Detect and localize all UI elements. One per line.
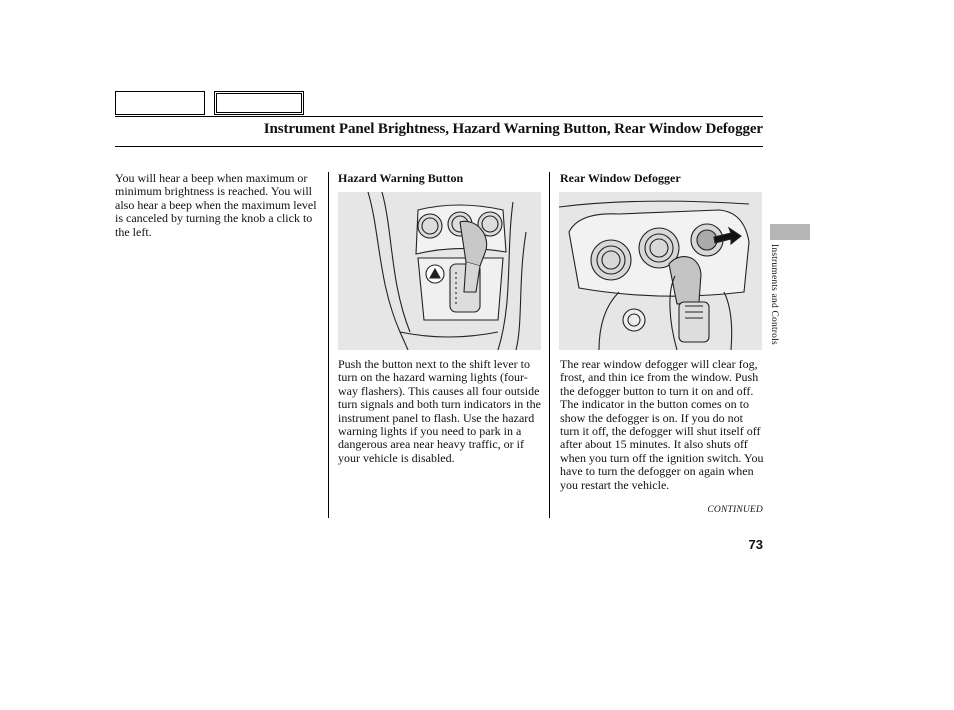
header-rule-top [115,116,763,117]
column-brightness [115,172,320,239]
defogger-body: The rear window defogger will clear fog, frost, and thin ice from the window. Push the defogger button to turn it on and off. The indicator in the button comes on to show the defogger is on. If you do not turn it off, the defogger will shut itself off after about 15 minutes. It also shuts off when you turn off the ignition switch. You have to turn the defogger on again when you restart the vehicle. [560,357,764,492]
page-number: 73 [748,537,763,552]
nav-box-contents[interactable] [115,91,205,115]
continued-label: CONTINUED [707,505,763,515]
hazard-button-illustration [338,192,541,350]
hazard-heading: Hazard Warning Button [338,171,464,185]
defogger-button-illustration [559,192,762,350]
page-title: Instrument Panel Brightness, Hazard Warning Button, Rear Window Defogger [263,121,763,137]
defogger-heading: Rear Window Defogger [560,171,681,185]
column-divider-2 [549,172,550,518]
header-rule-bottom [115,146,763,147]
column-hazard [338,172,543,185]
hazard-figure-svg [338,192,541,350]
column-divider-1 [328,172,329,518]
nav-box-index[interactable] [214,91,304,115]
defogger-figure-svg [559,192,762,350]
column-defogger [560,172,765,185]
section-tab[interactable] [770,224,810,240]
brightness-paragraph: You will hear a beep when maximum or minimum brightness is reached. You will also hear a beep when the maximum level is canceled by turning the knob a click to the left. [115,171,317,239]
hazard-body: Push the button next to the shift lever to turn on the hazard warning lights (four-way flashers). This causes all four outside turn signals and both turn indicators in the instrument panel to flash. Use the hazard warning lights if you need to park in a dangerous area near heavy traffic, or if your vehicle is disabled. [338,357,541,465]
section-tab-label: Instruments and Controls [769,244,779,345]
